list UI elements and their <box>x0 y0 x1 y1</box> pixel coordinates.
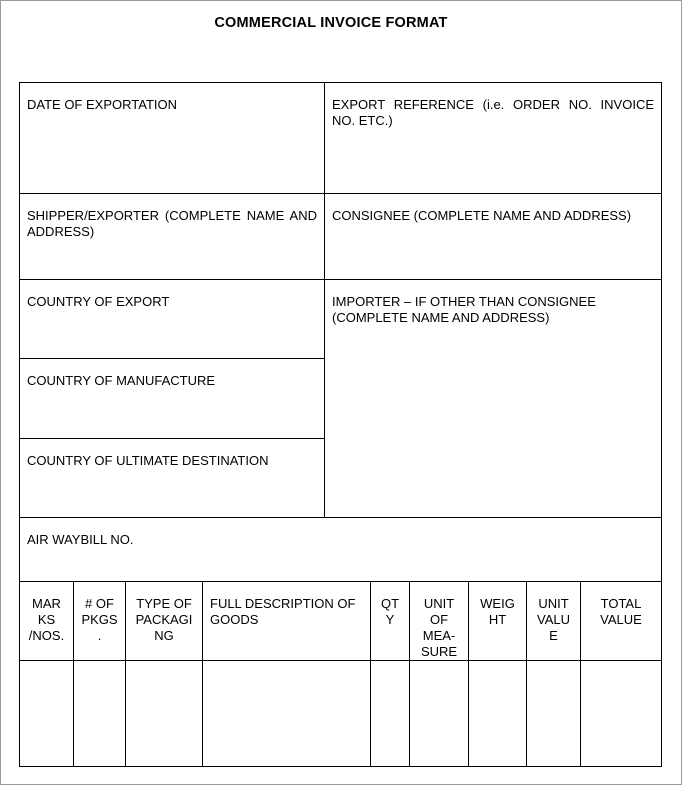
export-reference-label: EXPORT REFERENCE (i.e. ORDER NO. INVOICE NO. ETC.) <box>332 97 654 128</box>
col-type-of-packaging-label: TYPE OF PACKAGI NG <box>135 596 193 643</box>
cell-type-of-packaging[interactable] <box>125 661 202 767</box>
col-qty-label: QT Y <box>380 596 400 627</box>
col-num-pkgs <box>73 582 125 660</box>
importer-field[interactable] <box>324 279 661 517</box>
goods-table <box>20 581 661 766</box>
goods-table-body-row[interactable] <box>20 661 661 767</box>
cell-qty[interactable] <box>370 661 409 767</box>
cell-marks-nos[interactable] <box>20 661 73 767</box>
cell-weight[interactable] <box>468 661 526 767</box>
cell-total-value[interactable] <box>580 661 661 767</box>
col-total-value <box>580 582 661 660</box>
importer-label: IMPORTER – IF OTHER THAN CONSIGNEE (COMPLETE NAME AND ADDRESS) <box>332 294 596 325</box>
col-full-description <box>202 582 370 660</box>
col-weight <box>468 582 526 660</box>
country-of-manufacture-field[interactable] <box>20 358 324 438</box>
export-reference-field[interactable] <box>324 83 661 193</box>
col-marks-nos <box>20 582 73 660</box>
consignee-label: CONSIGNEE (COMPLETE NAME AND ADDRESS) <box>332 208 632 223</box>
cell-num-pkgs[interactable] <box>73 661 125 767</box>
cell-unit-value[interactable] <box>526 661 580 767</box>
cell-unit-of-measure[interactable] <box>409 661 468 767</box>
cell-full-description[interactable] <box>202 661 370 767</box>
country-of-manufacture-label: COUNTRY OF MANUFACTURE <box>27 373 216 388</box>
col-unit-of-measure <box>409 582 468 660</box>
country-of-ultimate-destination-field[interactable] <box>20 438 324 517</box>
country-of-export-label: COUNTRY OF EXPORT <box>27 294 170 309</box>
col-total-value-label: TOTAL VALUE <box>600 596 642 627</box>
col-qty <box>370 582 409 660</box>
col-num-pkgs-label: # OF PKGS . <box>81 596 118 643</box>
goods-table-header-row <box>20 582 661 661</box>
air-waybill-field[interactable] <box>20 517 661 581</box>
col-weight-label: WEIG HT <box>480 596 515 627</box>
col-unit-of-measure-label: UNIT OF MEA- SURE <box>420 596 458 659</box>
country-of-export-field[interactable] <box>20 279 324 358</box>
col-unit-value <box>526 582 580 660</box>
air-waybill-label: AIR WAYBILL NO. <box>27 532 134 547</box>
col-type-of-packaging <box>125 582 202 660</box>
country-of-ultimate-destination-label: COUNTRY OF ULTIMATE DESTINATION <box>27 453 269 468</box>
col-unit-value-label: UNIT VALU E <box>537 596 570 643</box>
date-of-exportation-label: DATE OF EXPORTATION <box>27 97 177 112</box>
consignee-field[interactable] <box>324 193 661 279</box>
invoice-form <box>19 82 662 767</box>
shipper-exporter-label: SHIPPER/EXPORTER (COMPLETE NAME AND ADDRESS) <box>27 208 317 239</box>
shipper-exporter-field[interactable] <box>20 193 324 279</box>
date-of-exportation-field[interactable] <box>20 83 324 193</box>
col-marks-nos-label: MAR KS /NOS. <box>28 596 65 643</box>
col-full-description-label: FULL DESCRIPTION OF GOODS <box>210 596 356 627</box>
page-title: COMMERCIAL INVOICE FORMAT <box>214 15 448 31</box>
